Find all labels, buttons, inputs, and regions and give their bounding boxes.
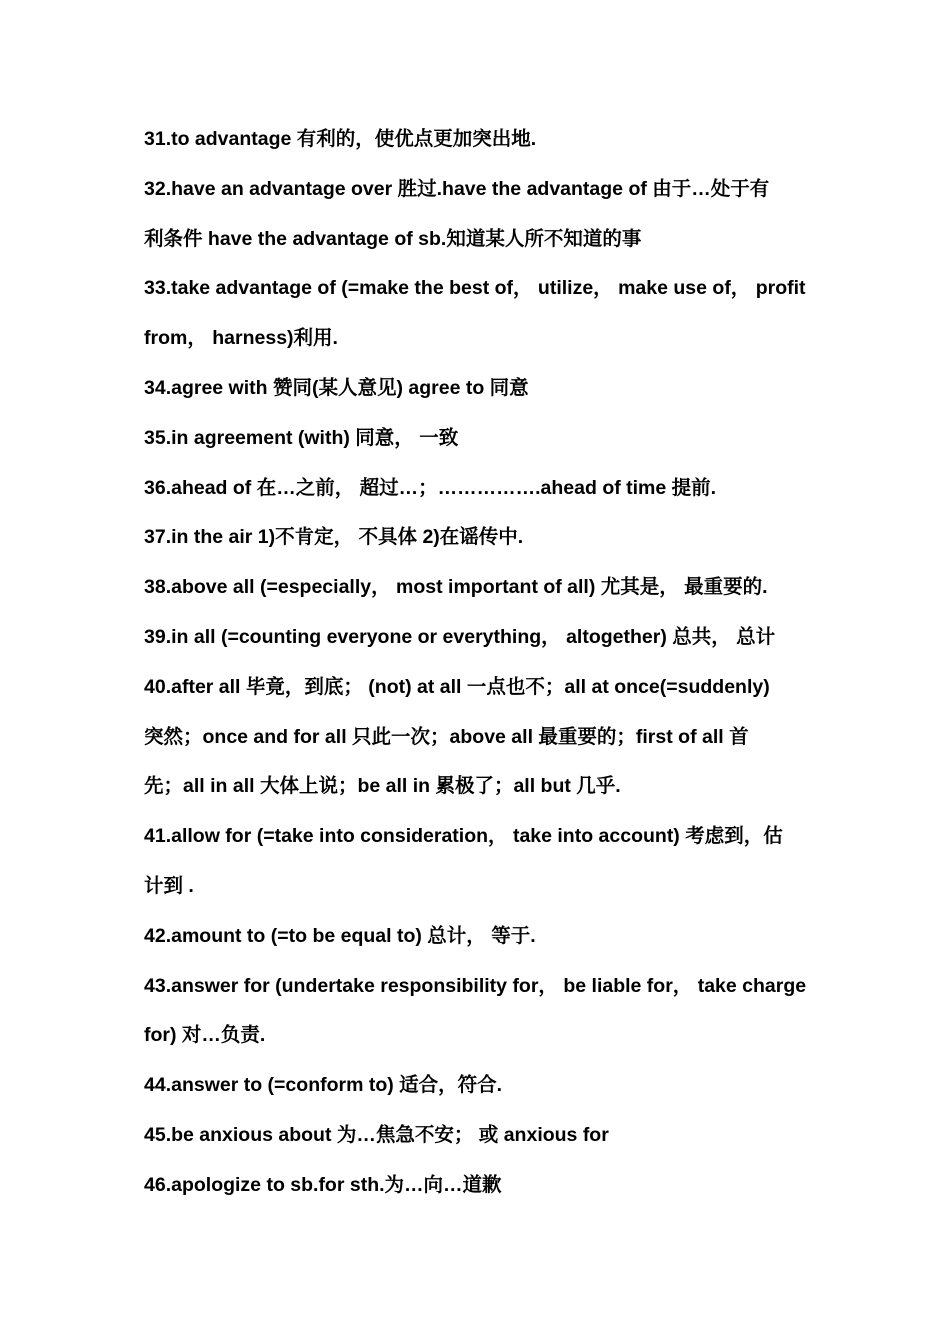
phrase-list <box>144 115 808 1211</box>
text-line: 45.be anxious about 为…焦急不安； 或 anxious for <box>144 1123 609 1146</box>
text-line: 41.allow for (=take into consideration， take into account) 考虑到，估 <box>144 825 783 848</box>
text-line: from， harness)利用. <box>144 327 338 350</box>
text-line: 42.amount to (=to be equal to) 总计， 等于. <box>144 924 536 947</box>
text-line: 40.after all 毕竟，到底； (not) at all 一点也不；all at once(=suddenly) <box>144 675 770 698</box>
text-line: 32.have an advantage over 胜过.have the advantage of 由于…处于有 <box>144 177 770 200</box>
text-line: 46.apologize to sb.for sth.为…向…道歉 <box>144 1173 502 1196</box>
text-line: 突然；once and for all 只此一次；above all 最重要的；first of all 首 <box>144 725 749 748</box>
text-line: 计到 . <box>144 874 194 897</box>
text-line: for) 对…负责. <box>144 1024 266 1047</box>
text-line: 先；all in all 大体上说；be all in 累极了；all but 几乎. <box>144 775 621 798</box>
text-line: 36.ahead of 在…之前， 超过…；…………….ahead of time 提前. <box>144 476 717 499</box>
text-line: 33.take advantage of (=make the best of， utilize， make use of， profit <box>144 277 806 300</box>
text-line: 34.agree with 赞同(某人意见) agree to 同意 <box>144 376 529 399</box>
text-line: 35.in agreement (with) 同意， 一致 <box>144 426 459 449</box>
text-line: 31.to advantage 有利的，使优点更加突出地. <box>144 128 537 150</box>
text-line: 44.answer to (=conform to) 适合，符合. <box>144 1074 503 1097</box>
text-line: 利条件 have the advantage of sb.知道某人所不知道的事 <box>144 227 642 250</box>
text-line: 37.in the air 1)不肯定， 不具体 2)在谣传中. <box>144 526 524 549</box>
text-line: 43.answer for (undertake responsibility for， be liable for， take charge <box>144 974 807 997</box>
text-line: 38.above all (=especially， most important of all) 尤其是， 最重要的. <box>144 576 768 599</box>
text-line: 39.in all (=counting everyone or everything， altogether) 总共， 总计 <box>144 625 776 648</box>
